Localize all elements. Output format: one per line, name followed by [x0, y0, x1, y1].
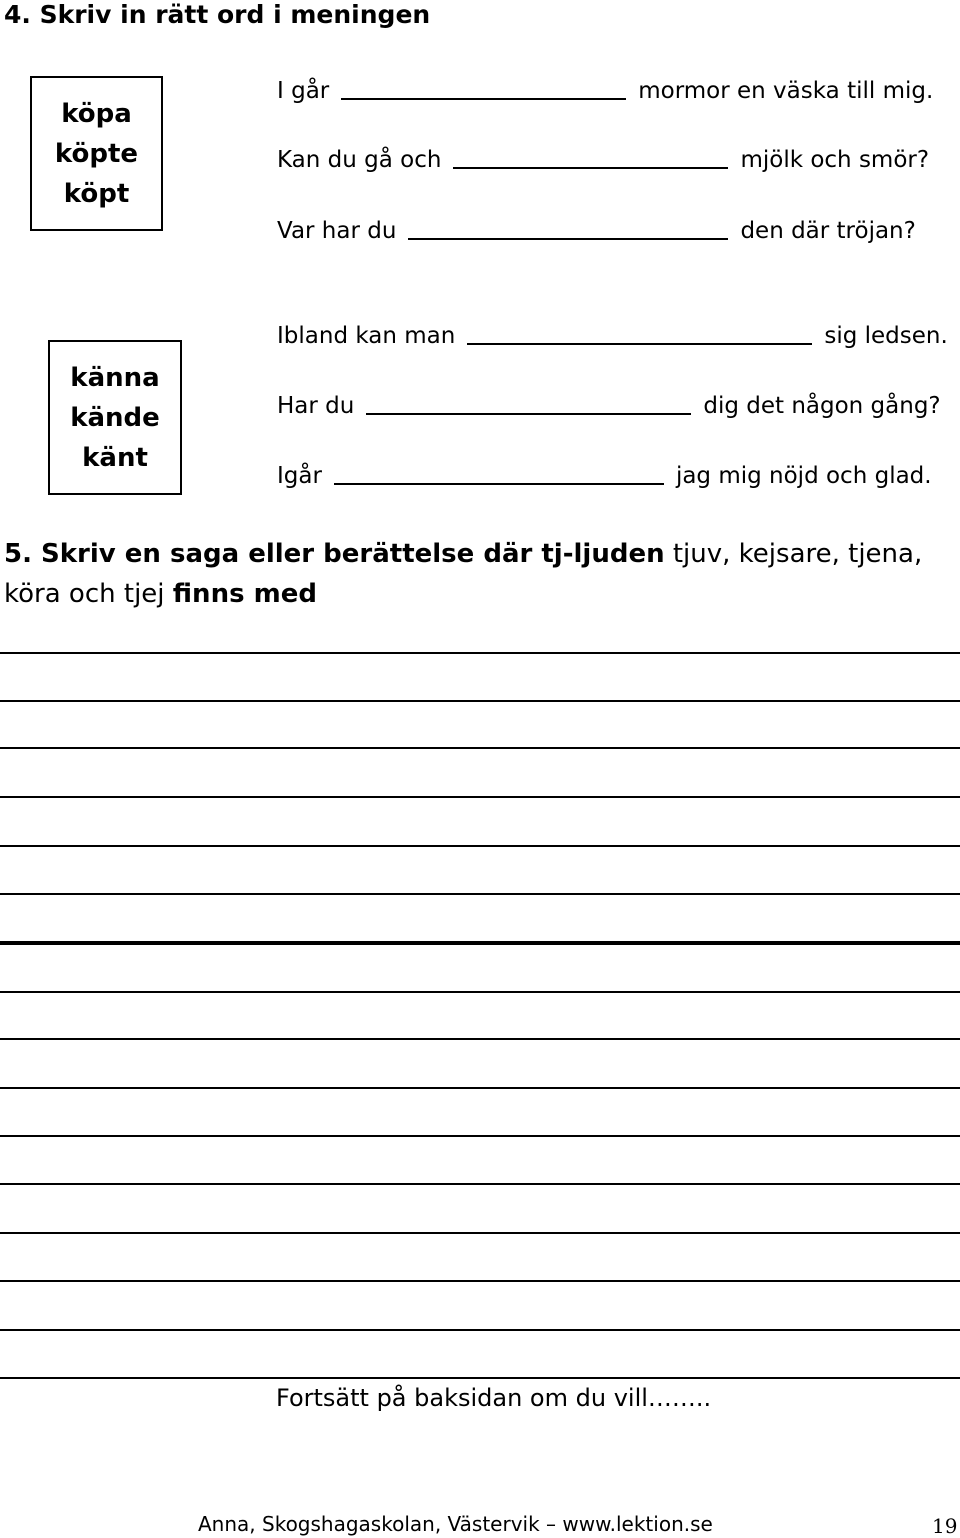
task5-heading-words: tjuv, kejsare, tjena, köra och tjej — [4, 539, 923, 609]
sentence-start: Kan du gå och — [277, 147, 442, 173]
sentence-start: Har du — [277, 393, 355, 419]
sentence-start: I går — [277, 78, 330, 104]
answer-blank[interactable] — [341, 97, 626, 100]
sentence-start: Ibland kan man — [277, 323, 456, 349]
sentence-6 — [277, 463, 932, 489]
word-option: köpa — [61, 98, 132, 129]
writing-line[interactable] — [0, 747, 960, 749]
writing-line[interactable] — [0, 1280, 960, 1282]
continue-note: Fortsätt på baksidan om du vill…….. — [276, 1384, 712, 1412]
answer-blank[interactable] — [408, 237, 728, 240]
sentence-end: mjölk och smör? — [740, 147, 930, 173]
sentence-end: mormor en väska till mig. — [638, 78, 934, 104]
page-number: 19 — [932, 1514, 958, 1538]
sentence-end: dig det någon gång? — [703, 393, 941, 419]
answer-blank[interactable] — [334, 482, 664, 485]
word-box-kanna — [48, 340, 182, 495]
writing-line[interactable] — [0, 700, 960, 702]
writing-line[interactable] — [0, 1087, 960, 1089]
sentence-3 — [277, 218, 916, 244]
word-option: känt — [82, 442, 148, 473]
word-option: köpt — [63, 178, 130, 209]
sentence-start: Var har du — [277, 218, 397, 244]
sentence-1 — [277, 78, 933, 104]
writing-line[interactable] — [0, 652, 960, 654]
sentence-end: jag mig nöjd och glad. — [675, 463, 932, 489]
sentence-5 — [277, 393, 941, 419]
writing-line[interactable] — [0, 1377, 960, 1379]
task5-heading-bold: 5. Skriv en saga eller berättelse där tj-ljuden — [4, 539, 665, 569]
sentence-end: sig ledsen. — [824, 323, 948, 349]
footer-credit: Anna, Skogshagaskolan, Västervik – www.lektion.se — [198, 1512, 713, 1536]
writing-line[interactable] — [0, 991, 960, 993]
sentence-2 — [277, 147, 929, 173]
writing-line[interactable] — [0, 796, 960, 798]
sentence-end: den där tröjan? — [740, 218, 916, 244]
sentence-4 — [277, 323, 948, 349]
task5-heading-end: finns med — [172, 579, 317, 609]
writing-line[interactable] — [0, 941, 960, 945]
answer-blank[interactable] — [366, 412, 691, 415]
writing-line[interactable] — [0, 1038, 960, 1040]
writing-line[interactable] — [0, 1329, 960, 1331]
word-option: köpte — [54, 138, 139, 169]
word-box-kopa — [30, 76, 163, 231]
writing-line[interactable] — [0, 845, 960, 847]
task4-heading: 4. Skriv in rätt ord i meningen — [4, 0, 431, 29]
word-option: kände — [70, 402, 160, 433]
writing-line[interactable] — [0, 1183, 960, 1185]
word-option: känna — [70, 362, 160, 393]
answer-blank[interactable] — [453, 166, 728, 169]
writing-line[interactable] — [0, 893, 960, 895]
writing-line[interactable] — [0, 1232, 960, 1234]
writing-line[interactable] — [0, 1135, 960, 1137]
task5-heading — [4, 534, 954, 614]
sentence-start: Igår — [277, 463, 322, 489]
answer-blank[interactable] — [467, 342, 812, 345]
